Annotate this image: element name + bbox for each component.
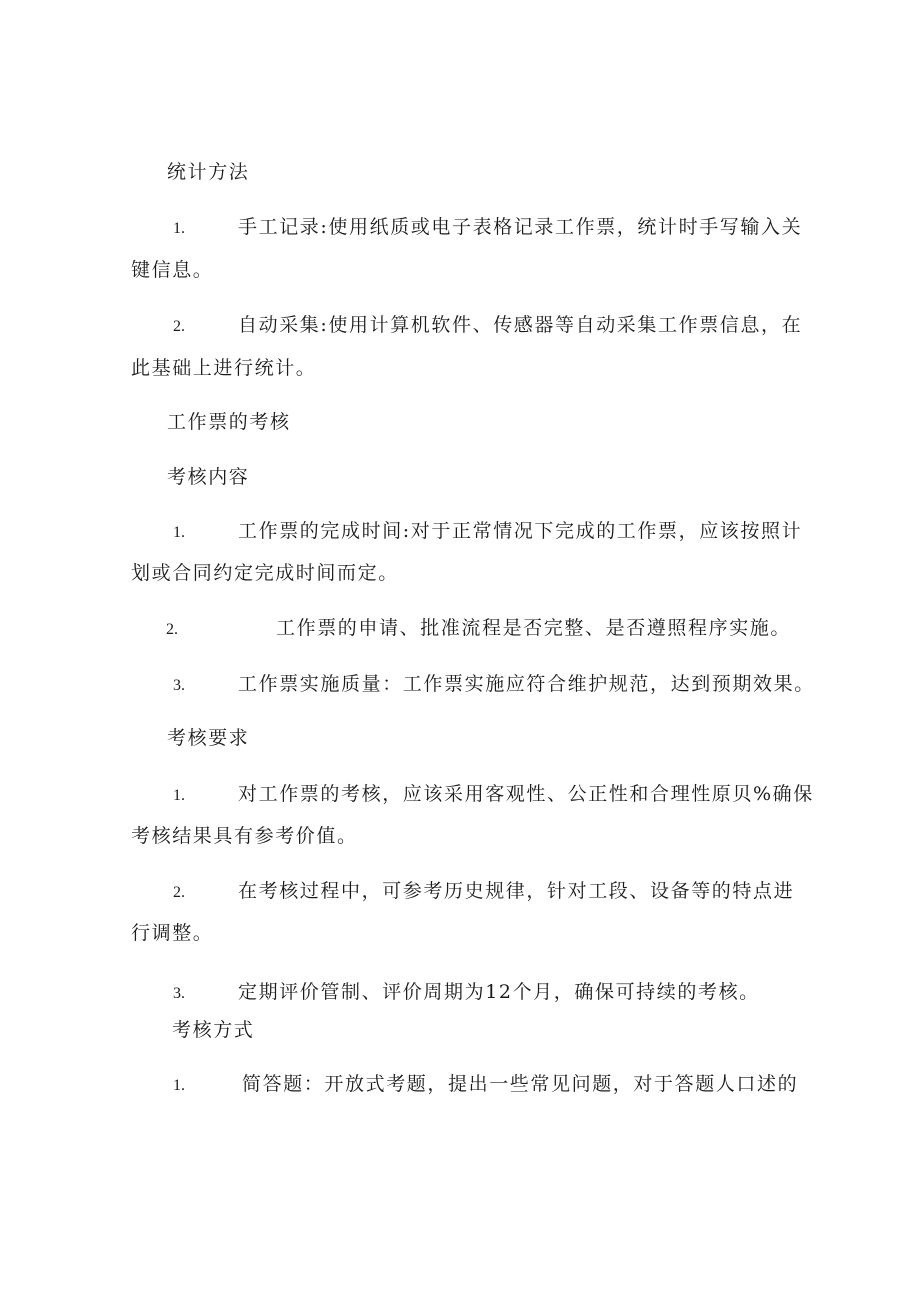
list-item-text: 在考核过程中，可参考历史规律，针对工段、设备等的特点进 bbox=[238, 880, 795, 902]
list-number: 2. bbox=[173, 884, 185, 901]
heading-stat-method: 统计方法 bbox=[167, 161, 250, 183]
heading-assessment: 工作票的考核 bbox=[167, 411, 291, 433]
list-item-text-cont: 此基础上进行统计。 bbox=[131, 357, 317, 379]
list-item-text: 手工记录:使用纸质或电子表格记录工作票，统计时手写输入关 bbox=[238, 216, 803, 238]
list-number: 3. bbox=[173, 677, 185, 694]
list-item-text: 工作票的申请、批准流程是否完整、是否遵照程序实施。 bbox=[276, 617, 792, 639]
heading-content: 考核内容 bbox=[167, 466, 250, 488]
list-item-text: 对工作票的考核，应该采用客观性、公正性和合理性原贝%确保 bbox=[238, 783, 814, 805]
list-item-text: 自动采集:使用计算机软件、传感器等自动采集工作票信息，在 bbox=[238, 314, 803, 336]
heading-method: 考核方式 bbox=[172, 1019, 255, 1041]
list-number: 1. bbox=[173, 1077, 185, 1094]
list-item-text-cont: 考核结果具有参考价值。 bbox=[131, 825, 358, 847]
list-item-text: 定期评价管制、评价周期为12个月，确保可持续的考核。 bbox=[238, 981, 760, 1003]
list-number: 1. bbox=[173, 220, 185, 237]
list-number: 1. bbox=[173, 524, 185, 541]
list-number: 1. bbox=[173, 787, 185, 804]
list-number: 2. bbox=[166, 621, 178, 638]
list-item-text-cont: 行调整。 bbox=[131, 922, 214, 944]
list-number: 2. bbox=[173, 318, 185, 335]
heading-requirements: 考核要求 bbox=[167, 727, 250, 749]
list-item-text-cont: 键信息。 bbox=[131, 259, 214, 281]
list-item-text: 工作票的完成时间:对于正常情况下完成的工作票，应该按照计 bbox=[238, 520, 803, 542]
list-item-text: 工作票实施质量：工作票实施应符合维护规范，达到预期效果。 bbox=[238, 673, 815, 695]
list-item-text-cont: 划或合同约定完成时间而定。 bbox=[131, 562, 399, 584]
list-number: 3. bbox=[173, 985, 185, 1002]
list-item-text: 简答题：开放式考题，提出一些常见问题，对于答题人口述的 bbox=[242, 1073, 799, 1095]
